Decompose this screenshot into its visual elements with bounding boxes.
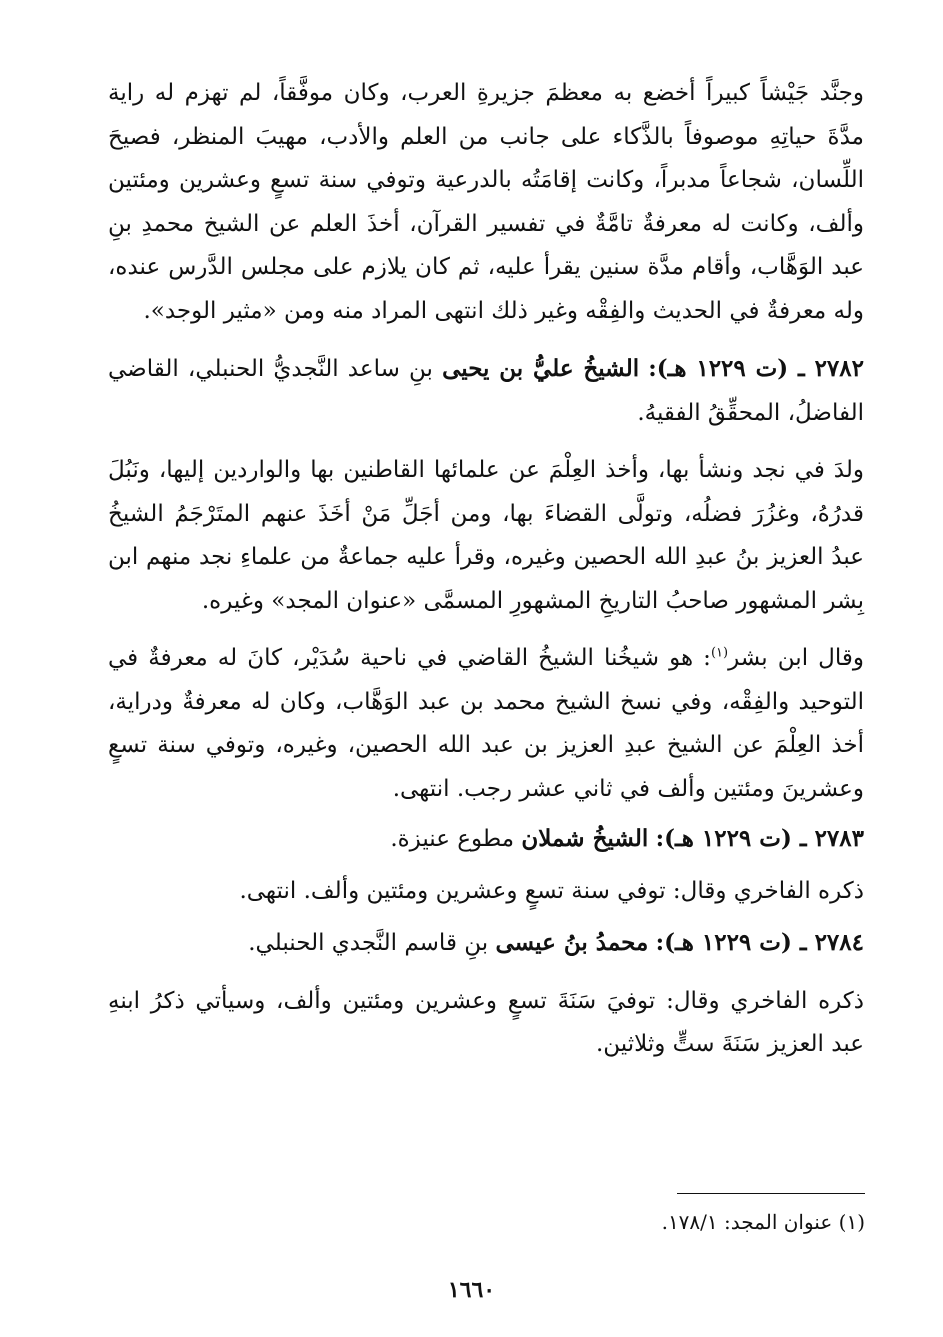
entry-2783 xyxy=(108,817,864,862)
paragraph-2: ولدَ في نجد ونشأ بها، وأخذ العِلْمَ عن علمائها القاطنين بها والواردين إليها، ونَبُلَ قدرُهُ، وغزُرَ فضلُه، وتولَّى القضاءَ بها، ومن أجَلِّ مَنْ أخَذَ عنهم المتَرْجَمُ الشيخُ عبدُ العزيز بنُ عبدِ الله الحصين وغيره، وقرأ عليه جماعةٌ من علماءِ نجد منهم ابن بِشر المشهور صاحبُ التاريخِ المشهورِ المسمَّى «عنوان المجد» وغيره. xyxy=(108,457,864,614)
page-number: ١٦٦٠ xyxy=(447,1277,496,1303)
entry-number: ٢٧٨٢ ـ (ت ١٢٢٩ هـ): xyxy=(648,355,864,382)
footnote: (١) عنوان المجد: ١٧٨/١. xyxy=(661,1210,865,1234)
entry-number: ٢٧٨٣ ـ (ت ١٢٢٩ هـ): xyxy=(655,825,864,852)
paragraph-3 xyxy=(108,637,864,811)
entry-number: ٢٧٨٤ ـ (ت ١٢٢٩ هـ): xyxy=(655,929,864,956)
entry-2782 xyxy=(108,347,864,435)
entry-2784 xyxy=(108,921,864,966)
entry-name: محمدُ بنُ عيسى xyxy=(495,929,649,956)
entry-name: الشيخُ شملان xyxy=(521,825,649,852)
footnote-divider xyxy=(677,1193,865,1194)
paragraph-3-start: وقال ابن بشر xyxy=(728,645,864,671)
footnote-ref: (١) xyxy=(710,645,729,661)
paragraph-5: ذكره الفاخري وقال: توفيَ سَنَةَ تسعٍ وعشرين ومئتين وألف، وسيأتي ذكرُ ابنهِ عبد العزيز سَنَةَ ستٍّ وثلاثين. xyxy=(108,987,864,1057)
paragraph-1: وجنَّد جَيْشاً كبيراً أخضع به معظمَ جزيرةِ العرب، وكان موفَّقاً، لم تهزم له راية مدَّةَ حياتِهِ موصوفاً بالذَّكاء على جانب من العلم والأدب، مهيبَ المنظر، فصيحَ اللِّسان، شجاعاً مدبراً، وكانت إقامَتُه بالدرعية وتوفي سنة تسعٍ وعشرين ومئتين وألف، وكانت له معرفةٌ تامَّةٌ في تفسير القرآن، أخذَ العلم عن الشيخ محمدِ بنِ عبد الوَهَّاب، وأقام مدَّة سنين يقرأ عليه، ثم كان يلازم على مجلس الدَّرس عنده، وله معرفةٌ في الحديث والفِقْه وغير ذلك انتهى المراد منه ومن «مثير الوجد». xyxy=(108,80,865,324)
entry-rest: مطوع عنيزة. xyxy=(390,826,515,852)
entry-rest: بنِ ساعد النَّجديُّ الحنبلي، القاضي الفاضلُ، المحقِّقُ الفقيهُ. xyxy=(108,356,864,426)
entry-name: الشيخُ عليُّ بن يحيى xyxy=(442,355,640,382)
page-body xyxy=(108,72,864,1312)
paragraph-3-rest: : هو شيخُنا الشيخُ القاضي في ناحية سُدَيْر، كانَ له معرفةٌ في التوحيد والفِقْه، وفي نسخ الشيخ محمد بن عبد الوَهَّاب، وكان له معرفةٌ ودراية، أخذ العِلْمَ عن الشيخ عبدِ العزيز بن عبد الله الحصين، وغيره، وتوفي سنة تسعٍ وعشرينَ ومئتين وألف في ثاني عشر رجب. انتهى. xyxy=(108,645,864,802)
paragraph-4: ذكره الفاخري وقال: توفي سنة تسعٍ وعشرين ومئتين وألف. انتهى. xyxy=(239,877,864,904)
entry-rest: بنِ قاسم النَّجدي الحنبلي. xyxy=(248,930,489,956)
